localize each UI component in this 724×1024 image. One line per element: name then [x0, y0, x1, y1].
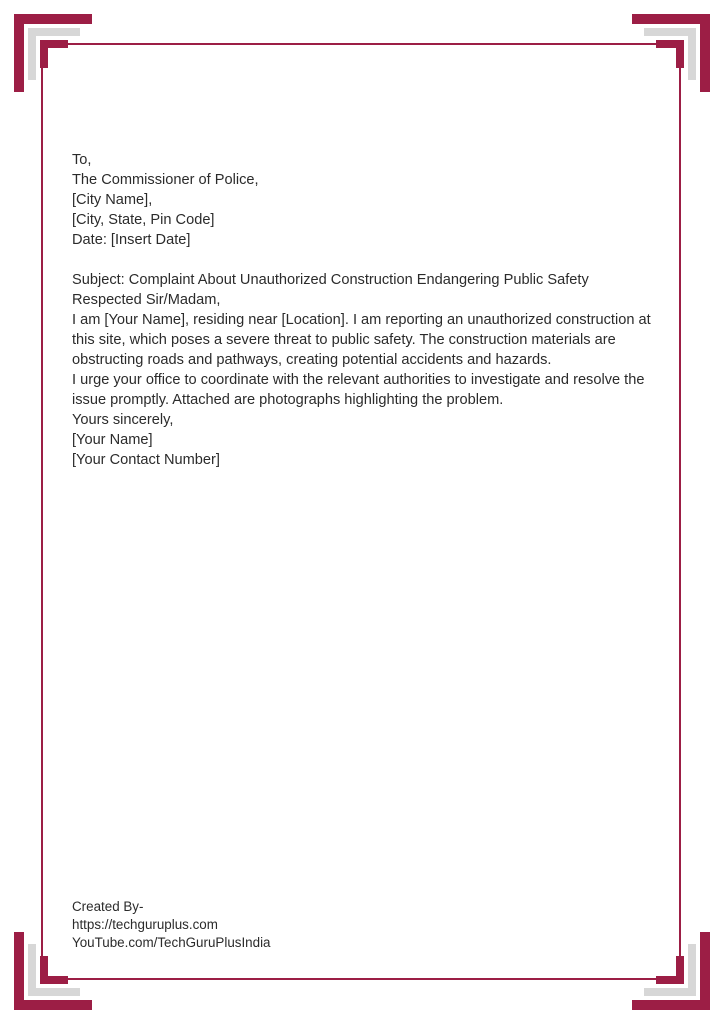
address-line: [City, State, Pin Code]	[72, 212, 215, 228]
credits-youtube: YouTube.com/TechGuruPlusIndia	[72, 935, 271, 950]
credits-label: Created By-	[72, 899, 144, 914]
corner-ornament-icon	[614, 14, 710, 110]
address-line: To,	[72, 152, 92, 168]
body-paragraph: I urge your office to coordinate with the relevant authorities to investigate and resolve the issue promptly. Attached are photographs highlighting the problem.	[72, 372, 645, 408]
closing-line: Yours sincerely,	[72, 412, 174, 428]
corner-ornament-icon	[14, 14, 110, 110]
address-line: [City Name],	[72, 192, 153, 208]
letter-body	[72, 150, 662, 490]
closing-line: [Your Contact Number]	[72, 452, 220, 468]
body-paragraph: I am [Your Name], residing near [Location]. I am reporting an unauthorized construction at this site, which poses a severe threat to public safety. The construction materials are obstructing roads and pathways, creating potential accidents and hazards.	[72, 312, 651, 368]
address-line: The Commissioner of Police,	[72, 172, 259, 188]
closing	[72, 410, 662, 470]
corner-ornament-icon	[614, 914, 710, 1010]
recipient-address	[72, 150, 662, 250]
date-line: Date: [Insert Date]	[72, 232, 191, 248]
subject-line: Subject: Complaint About Unauthorized Construction Endangering Public Safety	[72, 272, 589, 288]
credits-website: https://techguruplus.com	[72, 917, 218, 932]
salutation: Respected Sir/Madam,	[72, 292, 221, 308]
closing-line: [Your Name]	[72, 432, 153, 448]
credits-footer	[72, 898, 271, 952]
